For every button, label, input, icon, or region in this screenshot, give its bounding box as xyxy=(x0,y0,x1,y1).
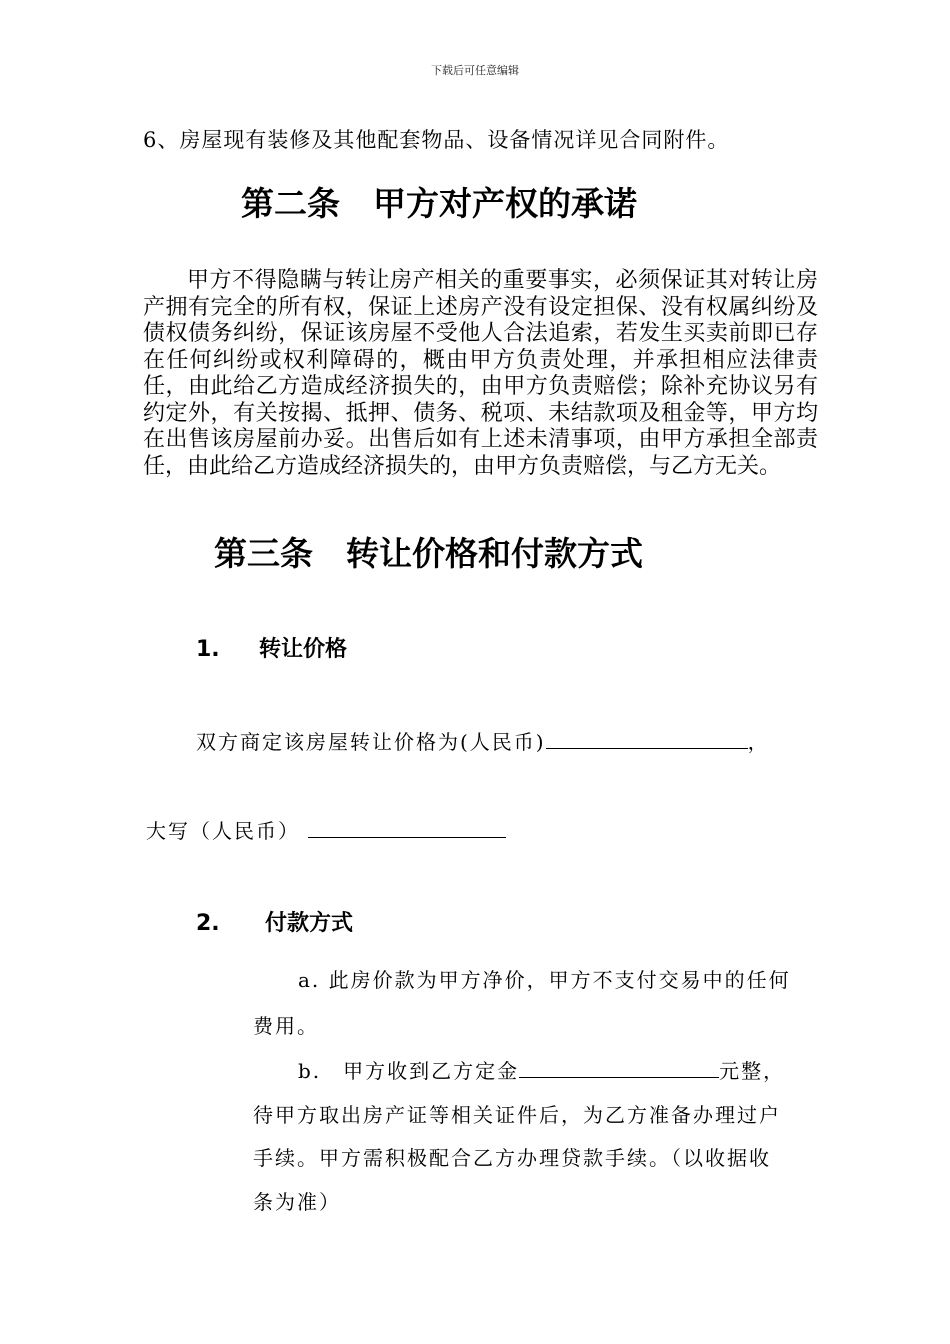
section-1-heading xyxy=(196,632,347,663)
article-2-paragraph xyxy=(143,268,818,480)
article-2-paragraph-text: 甲方不得隐瞒与转让房产相关的重要事实，必须保证其对转让房产拥有完全的所有权，保证上述房产没有设定担保、没有权属纠纷及债权债务纠纷，保证该房屋不受他人合法追索，若发生买卖前即已存在任何纠纷或权利障碍的，概由甲方负责处理，并承担相应法律责任，由此给乙方造成经济损失的，由甲方负责赔偿；除补充协议另有约定外，有关按揭、抵押、债务、税项、未结款项及租金等，甲方均在出售该房屋前办妥。出售后如有上述未清事项，由甲方承担全部责任，由此给乙方造成经济损失的，由甲方负责赔偿，与乙方无关。 xyxy=(143,268,818,479)
price-line xyxy=(196,726,770,755)
clause-b-line2: 待甲方取出房产证等相关证件后，为乙方准备办理过户 xyxy=(253,1103,781,1127)
section-2-heading xyxy=(196,906,353,937)
capital-price-label: 大写（人民币） xyxy=(146,819,300,843)
price-suffix: ， xyxy=(747,730,770,754)
section-1-label: 转让价格 xyxy=(259,637,348,662)
capital-price-blank[interactable] xyxy=(308,836,506,838)
price-blank[interactable] xyxy=(546,747,748,749)
clause-a-line1: a. 此房价款为甲方净价，甲方不支付交易中的任何 xyxy=(298,968,791,992)
deposit-label: b. 甲方收到乙方定金 xyxy=(298,1059,520,1083)
clause-a-line2: 费用。 xyxy=(253,1014,319,1038)
section-2-label: 付款方式 xyxy=(265,911,354,936)
item-6-text: 6、房屋现有装修及其他配套物品、设备情况详见合同附件。 xyxy=(143,128,730,152)
deposit-blank[interactable] xyxy=(519,1076,719,1078)
article-3-title: 第三条 转让价格和付款方式 xyxy=(214,534,643,573)
clause-b-line3: 手续。甲方需积极配合乙方办理贷款手续。（以收据收 xyxy=(253,1146,771,1170)
page-header-note: 下载后可任意编辑 xyxy=(431,64,519,77)
section-2-number: 2. xyxy=(196,911,220,936)
capital-price-line xyxy=(146,815,506,844)
clause-b-line4: 条为准） xyxy=(253,1190,341,1214)
price-label: 双方商定该房屋转让价格为(人民币) xyxy=(196,730,546,754)
clause-b-line1 xyxy=(298,1055,785,1084)
article-2-title: 第二条 甲方对产权的承诺 xyxy=(241,184,637,223)
section-1-number: 1. xyxy=(196,637,220,662)
deposit-suffix: 元整， xyxy=(719,1059,786,1083)
